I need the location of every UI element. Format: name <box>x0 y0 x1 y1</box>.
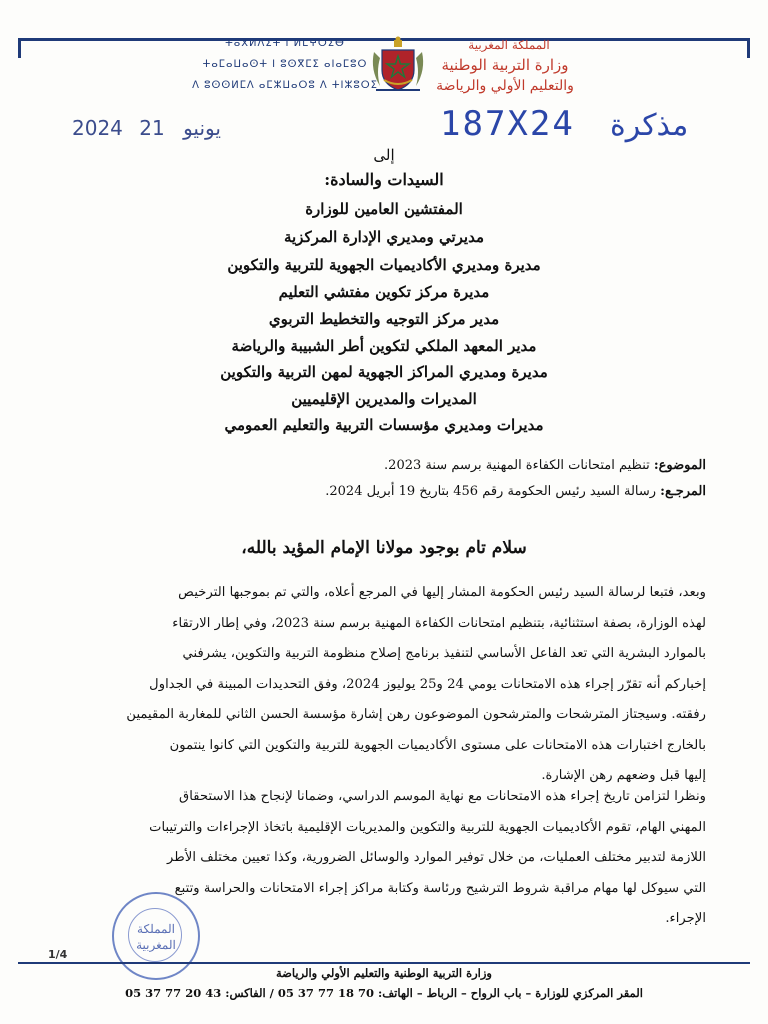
reference-line <box>66 484 706 499</box>
seal-text-line-2: المغربية <box>136 938 176 952</box>
footer-divider <box>18 962 750 964</box>
recipient-item: مديرتي ومديري الإدارة المركزية <box>283 228 485 246</box>
memo-number: 187X24 <box>440 104 575 144</box>
memo-label: مذكرة <box>610 108 689 143</box>
recipient-item: المفتشين العامين للوزارة <box>305 200 463 218</box>
paragraph-line: بالموارد البشرية التي تعد الفاعل الأساسي لتنفيذ برنامج إصلاح منظومة التربية والتكوين، يشرفني <box>182 646 706 661</box>
page-number: 1/4 <box>48 948 68 961</box>
recipient-item: المديرات والمديرين الإقليميين <box>291 390 477 408</box>
recipient-item: مديرات ومديري مؤسسات التربية والتعليم العمومي <box>224 416 544 434</box>
paragraph-line: التي سيوكل لها مهام مراقبة شروط الترشيح ورئاسة وكتابة مراكز إجراء الامتحانات والحراسة وتتبع <box>174 880 706 896</box>
footer-ministry-name: وزارة التربية الوطنية والتعليم الأولي والرياضة <box>276 966 492 980</box>
paragraph-line: الإجراء. <box>665 911 706 926</box>
recipient-item: مدير مركز التوجيه والتخطيط التربوي <box>268 310 500 328</box>
header-tifinagh-line-3: ⴷ ⵓⵙⵙⵍⵎⴷ ⴰⵎⵣⵡⴰⵔⵓ ⴷ ⵜⵏⵣⵓⵔⵉ <box>192 80 378 91</box>
paragraph-line: ونظرا لتزامن تاريخ إجراء هذه الامتحانات مع نهاية الموسم الدراسي، وضمانا لإنجاح هذا الاستحقاق <box>179 789 706 804</box>
header-tifinagh-line-2: ⵜⴰⵎⴰⵡⴰⵙⵜ ⵏ ⵓⵙⴳⵎⵉ ⴰⵏⴰⵎⵓⵔ <box>202 59 368 70</box>
date-month: يونيو <box>183 116 221 140</box>
paragraph-line: المهني الهام، تقوم الأكاديميات الجهوية للتربية والتكوين والمديريات الإقليمية باتخاذ الإجراءات والترتيبات <box>149 819 706 835</box>
header-frame-left <box>18 38 21 58</box>
memo-date <box>72 116 221 140</box>
header-tifinagh-line-1: ⵜⴰⴳⵍⴷⵉⵜ ⵏ ⵍⵎⵖⵔⵉⴱ <box>225 38 345 49</box>
seal-text-line-1: المملكة <box>137 922 175 936</box>
reference-label: المرجـع: <box>660 484 706 499</box>
paragraph-line: اللازمة لتدبير مختلف العمليات، من خلال توفير الموارد والوسائل الضرورية، وكذا تعيين مختلف الأطر <box>167 850 706 865</box>
greeting: سلام تام بوجود مولانا الإمام المؤيد بالله، <box>241 538 527 558</box>
paragraph-line: إخباركم أنه تقرّر إجراء هذه الامتحانات يومي 24 و25 يوليوز 2024، وفق التحديدات المبينة في الجداول <box>149 676 706 692</box>
date-day: 21 <box>139 116 165 140</box>
subject-label: الموضوع: <box>653 458 706 473</box>
recipient-item: مديرة ومديري المراكز الجهوية لمهن التربية والتكوين <box>220 363 548 381</box>
recipient-item: مدير المعهد الملكي لتكوين أطر الشبيبة والرياضة <box>231 337 537 355</box>
paragraph-line: بالخارج اختبارات هذه الامتحانات على مستوى الأكاديميات الجهوية للتربية والتكوين التي كانوا ينتمون <box>169 737 706 753</box>
recipient-to: إلى <box>373 146 395 164</box>
header-arabic-line-2: وزارة التربية الوطنية <box>441 56 569 74</box>
subject-line <box>66 458 706 473</box>
header-frame-right <box>747 38 750 58</box>
header-arabic-line-1: المملكة المغربية <box>468 38 550 52</box>
paragraph-line: إليها قبل وضعهم رهن الإشارة. <box>541 768 706 783</box>
reference-text: رسالة السيد رئيس الحكومة رقم 456 بتاريخ 19 أبريل 2024. <box>325 484 661 499</box>
recipients-title: السيدات والسادة: <box>324 170 444 189</box>
recipient-item: مديرة ومديري الأكاديميات الجهوية للتربية والتكوين <box>227 256 541 274</box>
recipient-item: مديرة مركز تكوين مفتشي التعليم <box>278 283 490 301</box>
subject-text: تنظيم امتحانات الكفاءة المهنية برسم سنة 2023. <box>384 458 654 473</box>
paragraph-line: رفقته. وسيجتاز المترشحات والمترشحون الموضوعون رهن إشارة مؤسسة الحسن الثاني للمغاربة المقيمين <box>126 707 706 722</box>
paragraph-line: وبعد، فتبعا لرسالة السيد رئيس الحكومة المشار إليها في المرجع أعلاه، والتي تم بموجبها الترخيص <box>178 585 706 600</box>
header-arabic-line-3: والتعليم الأولي والرياضة <box>436 78 574 94</box>
body-paragraph-1 <box>44 578 706 792</box>
paragraph-line: لهذه الوزارة، بصفة استثنائية، بتنظيم امتحانات الكفاءة المهنية برسم سنة 2023، وفي إطار الارتقاء <box>172 615 706 631</box>
footer-contact-info: المقر المركزي للوزارة – باب الرواح – الرباط – الهاتف: 70 18 77 37 05 / الفاكس: 43 20 77 37 05 <box>125 986 643 1000</box>
date-year: 2024 <box>72 116 123 140</box>
